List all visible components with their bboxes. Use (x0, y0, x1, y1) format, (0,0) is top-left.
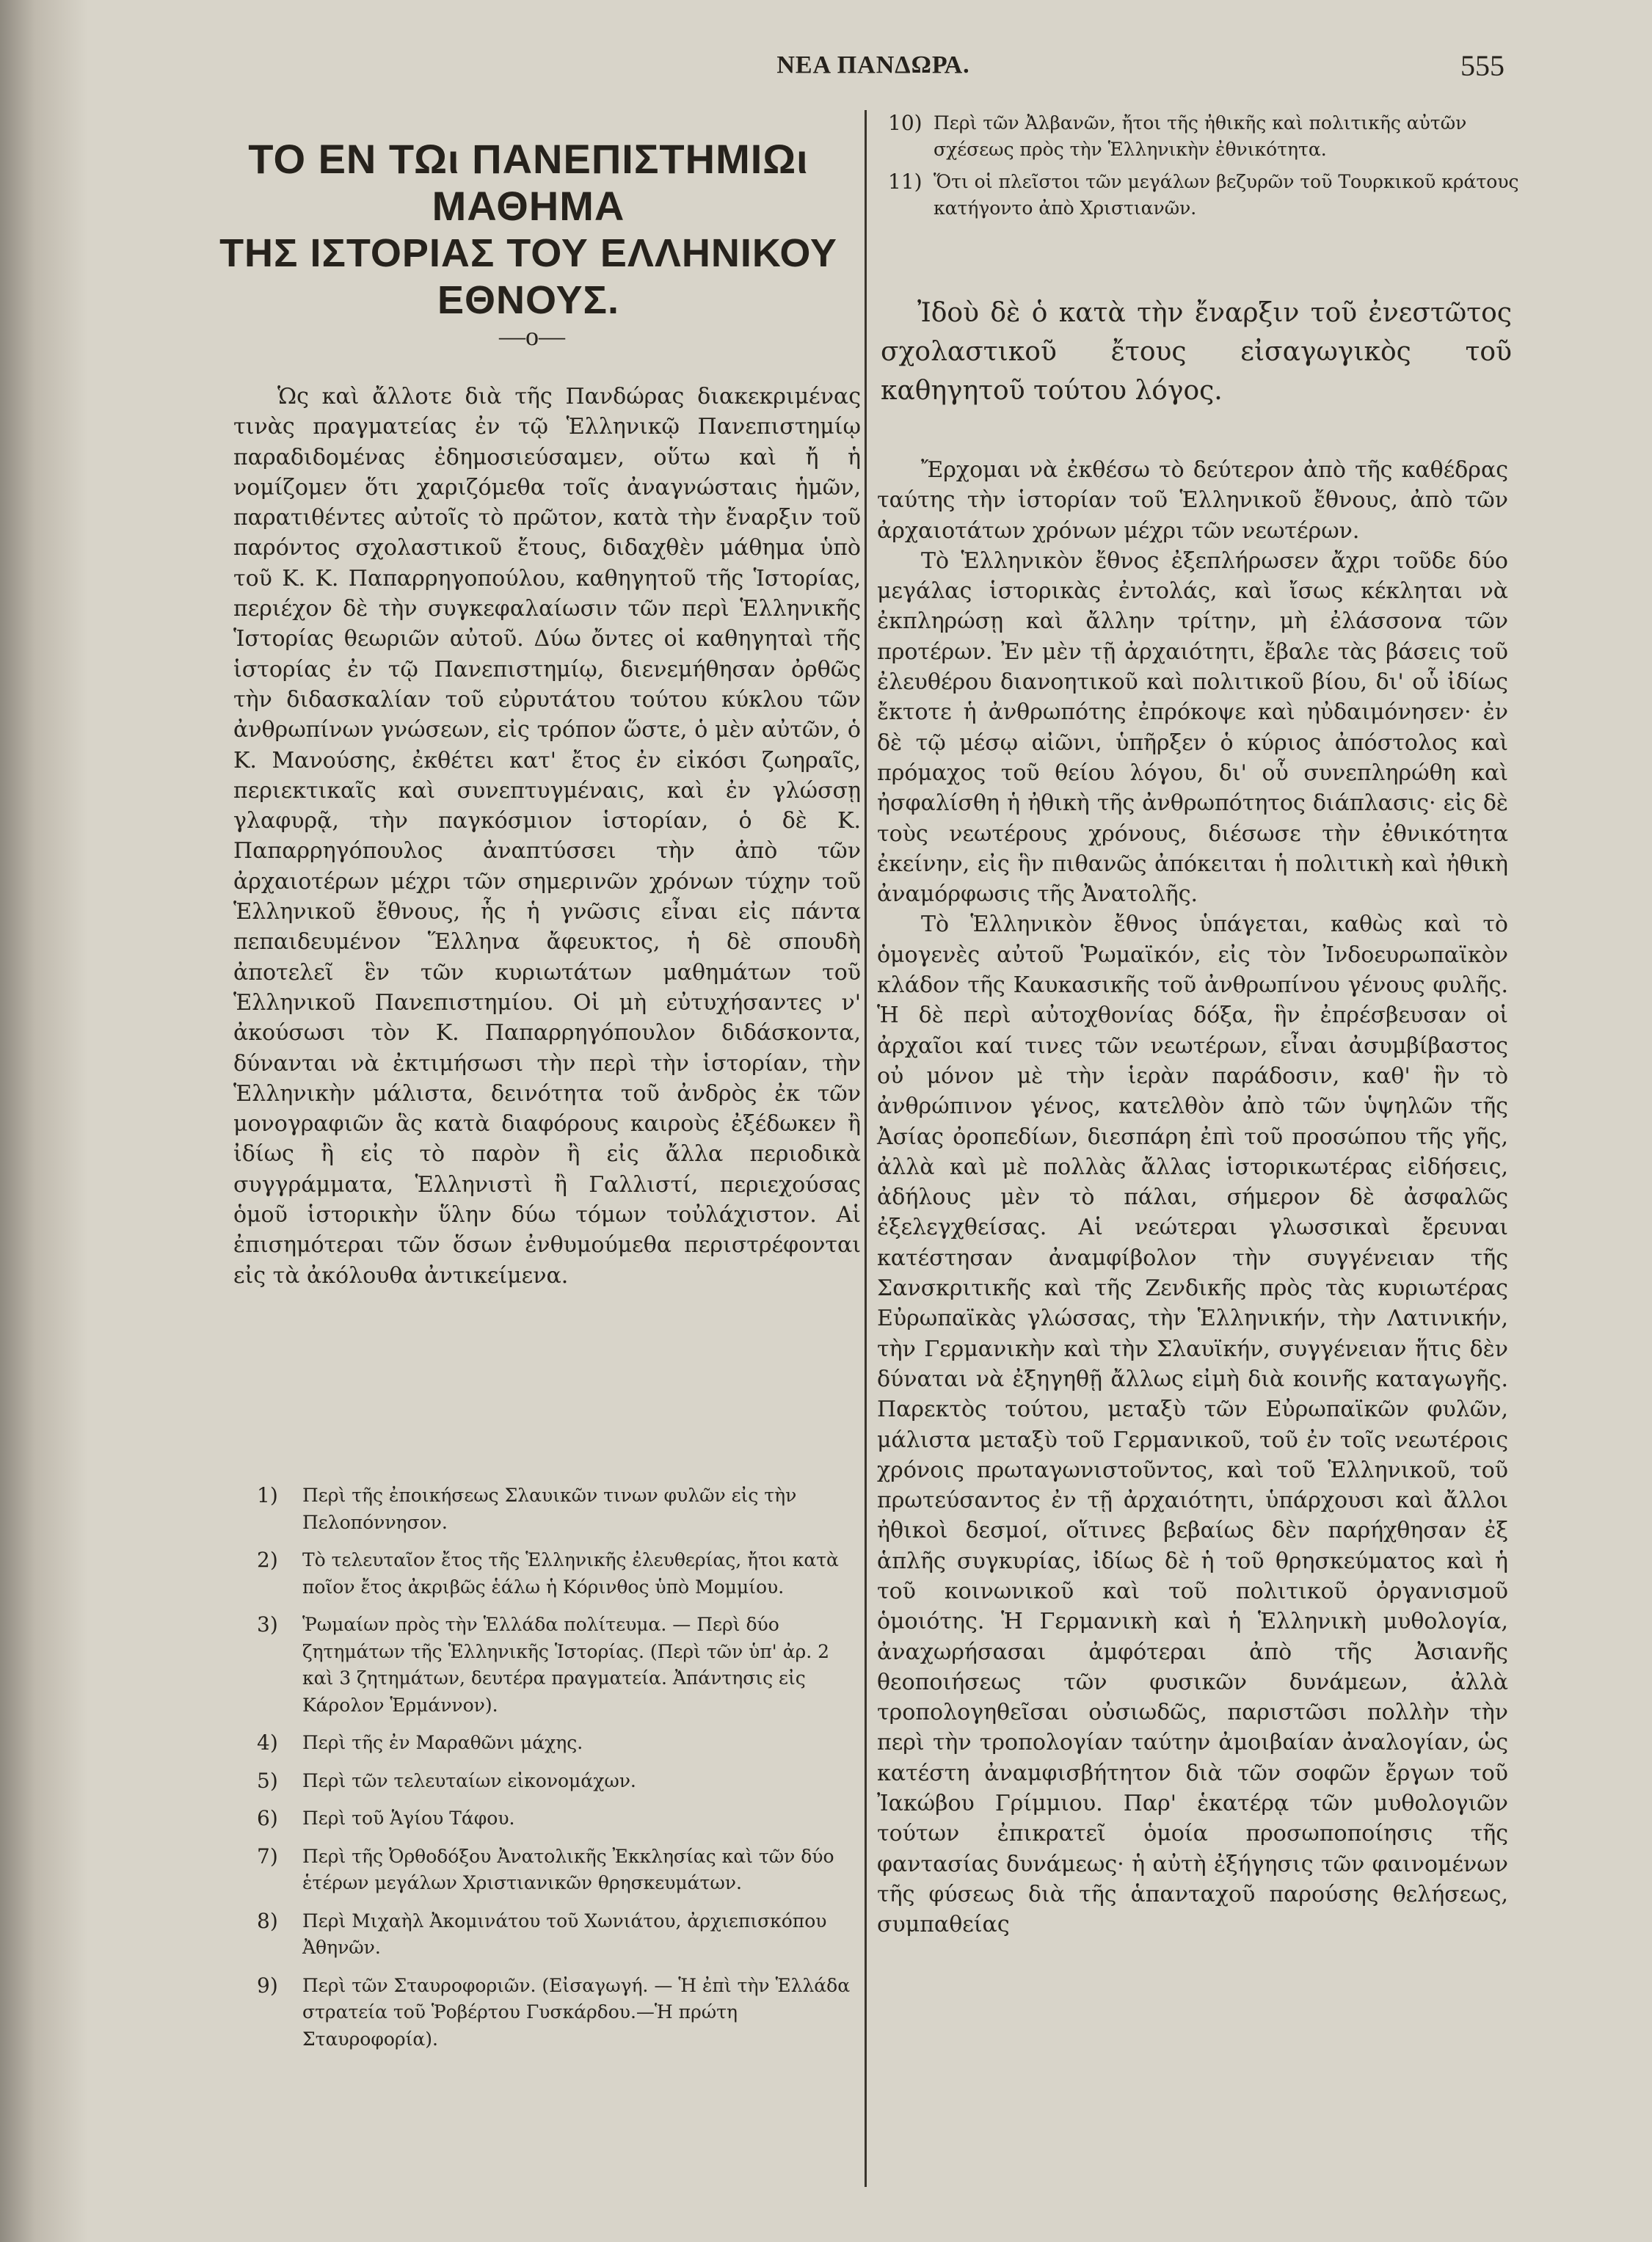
list-text: Ὅτι οἱ πλεῖστοι τῶν μεγάλων βεζυρῶν τοῦ Τουρκικοῦ κράτους κατήγοντο ἀπὸ Χριστιανῶν. (934, 171, 1519, 219)
topics-list (257, 1482, 866, 2064)
intro-paragraph: Ὡς καὶ ἄλλοτε διὰ τῆς Πανδώρας διακεκριμένας τινὰς πραγματείας ἐν τῷ Ἑλληνικῷ Πανεπιστημίῳ παραδιδομένας ἐδημοσιεύσαμεν, οὕτω καὶ ἤ ἡ νομίζομεν ὅτι χαριζόμεθα τοῖς ἀναγνώσταις ἡμῶν, παρατιθέντες αὐτοῖς τὸ πρῶτον, κατὰ τὴν ἔναρξιν τοῦ παρόντος σχολαστικοῦ ἔτους, διδαχθὲν μάθημα ὑπὸ τοῦ Κ. Κ. Παπαρρηγοπούλου, καθηγητοῦ τῆς Ἱστορίας, περιέχον δὲ τὴν συγκεφαλαίωσιν τῶν περὶ Ἑλληνικῆς Ἱστορίας θεωριῶν αὐτοῦ. Δύω ὄντες οἱ καθηγηταὶ τῆς ἱστορίας ἐν τῷ Πανεπιστημίῳ, διενεμήθησαν ὀρθῶς τὴν διδασκαλίαν τοῦ εὐρυτάτου τούτου κύκλου τῶν ἀνθρωπίνων γνώσεων, εἰς τρόπον ὥστε, ὁ μὲν αὐτῶν, ὁ Κ. Μανούσης, ἐκθέτει κατ' ἔτος ἐν εἰκόσι ζωηραῖς, περιεκτικαῖς καὶ συνεπτυγμέναις, καὶ ἐν γλώσσῃ γλαφυρᾷ, τὴν παγκόσμιον ἱστορίαν, ὁ δὲ Κ. Παπαρρηγόπουλος ἀναπτύσσει τὴν ἀπὸ τῶν ἀρχαιοτέρων μέχρι τῶν σημερινῶν χρόνων τύχην τοῦ Ἑλληνικοῦ ἔθνους, ἧς ἡ γνῶσις εἶναι εἰς πάντα πεπαιδευμένον Ἕλληνα ἄφευκτος, ἡ δὲ σπουδὴ ἀποτελεῖ ἓν τῶν κυριωτάτων μαθημάτων τοῦ Ἑλληνικοῦ Πανεπιστημίου. Οἱ μὴ εὐτυχήσαντες ν' ἀκούσωσι τὸν Κ. Παπαρρηγόπουλον διδάσκοντα, δύνανται νὰ ἐκτιμήσωσι τὴν περὶ τὴν ἱστορίαν, τὴν Ἑλληνικὴν μάλιστα, δεινότητα τοῦ ἀνδρὸς ἐκ τῶν μονογραφιῶν ἃς κατὰ διαφόρους καιροὺς ἐξέδωκεν ἢ ἰδίως ἢ εἰς τὸ παρὸν ἢ εἰς ἄλλα περιοδικὰ συγγράμματα, Ἑλληνιστὶ ἢ Γαλλιστί, περιεχούσας ὁμοῦ ἱστορικὴν ὕλην δύω τόμων τοὐλάχιστον. Αἱ ἐπισημότεραι τῶν ὅσων ἐνθυμούμεθα περιστρέφονται εἰς τὰ ἀκόλουθα ἀντικείμενα. (233, 384, 861, 1289)
list-item (257, 1768, 866, 1795)
list-item (257, 1908, 866, 1962)
list-text: Περὶ τῶν τελευταίων εἰκονομάχων. (302, 1769, 636, 1791)
list-text: Περὶ τῆς ἐποικήσεως Σλαυικῶν τινων φυλῶν εἰς τὴν Πελοπόννησον. (302, 1485, 797, 1533)
list-item (888, 110, 1519, 163)
lead-paragraph: Ἰδοὺ δὲ ὁ κατὰ τὴν ἔναρξιν τοῦ ἐνεστῶτος σχολαστικοῦ ἔτους εἰσαγωγικὸς τοῦ καθηγητοῦ τούτου λόγος. (881, 298, 1512, 406)
list-number: 5) (257, 1768, 278, 1793)
list-number: 7) (257, 1844, 278, 1868)
list-text: Περὶ τῆς Ὀρθοδόξου Ἀνατολικῆς Ἐκκλησίας καὶ τῶν δύο ἑτέρων μεγάλων Χριστιανικῶν θρησκευμάτων. (302, 1845, 834, 1893)
list-number: 8) (257, 1908, 278, 1933)
list-number: 6) (257, 1806, 278, 1830)
list-item (257, 1844, 866, 1897)
lecture-paragraph-2: Τὸ Ἑλληνικὸν ἔθνος ἐξεπλήρωσεν ἄχρι τοῦδε δύο μεγάλας ἱστορικὰς ἐντολάς, καὶ ἴσως κέκληται νὰ ἐκπληρώσῃ καὶ ἄλλην τρίτην, μὴ ἐλάσσονα τῶν προτέρων. Ἐν μὲν τῇ ἀρχαιότητι, ἔβαλε τὰς βάσεις τοῦ ἐλευθέρου διανοητικοῦ καὶ πολιτικοῦ βίου, δι' οὗ ἰδίως ἔκτοτε ἡ ἀνθρωπότης ἐπρόκοψε καὶ ηὐδαιμόνησεν· ἐν δὲ τῷ μέσῳ αἰῶνι, ὑπῆρξεν ὁ κύριος ἀπόστολος καὶ πρόμαχος τοῦ θείου λόγου, δι' οὗ συνεπληρώθη καὶ ἠσφαλίσθη ἡ ἠθικὴ τῆς ἀνθρωπότητος διάπλασις· εἰς δὲ τοὺς νεωτέρους χρόνους, διέσωσε τὴν ἐθνικότητα ἐκείνην, εἰς ἣν πιθανῶς ἀπόκειται ἡ πολιτικὴ καὶ ἠθικὴ ἀναμόρφωσις τῆς Ἀνατολῆς. (877, 547, 1508, 908)
list-text: Ῥωμαίων πρὸς τὴν Ἑλλάδα πολίτευμα. — Περὶ δύο ζητημάτων τῆς Ἑλληνικῆς Ἱστορίας. (Περὶ τῶν ὑπ' ἀρ. 2 καὶ 3 ζητημάτων, δευτέρα πραγματεία. Ἀπάντησις εἰς Κάρολον Ἑρμάννον). (302, 1614, 830, 1716)
list-number: 1) (257, 1483, 278, 1507)
list-text: Περὶ τῶν Ἀλβανῶν, ἤτοι τῆς ἠθικῆς καὶ πολιτικῆς αὐτῶν σχέσεως πρὸς τὴν Ἑλληνικὴν ἐθνικότητα. (934, 112, 1467, 160)
lecture-paragraph-3: Τὸ Ἑλληνικὸν ἔθνος ὑπάγεται, καθὼς καὶ τὸ ὁμογενὲς αὐτοῦ Ῥωμαϊκόν, εἰς τὸν Ἰνδοευρωπαϊκὸν κλάδον τῆς Καυκασικῆς τοῦ ἀνθρωπίνου γένους φυλῆς. Ἡ δὲ περὶ αὐτοχθονίας δόξα, ἣν ἐπρέσβευσαν οἱ ἀρχαῖοι καί τινες τῶν νεωτέρων, εἶναι ἀσυμβίβαστος οὐ μόνον μὲ τὴν ἱερὰν παράδοσιν, καθ' ἣν τὸ ἀνθρώπινον γένος, κατελθὸν ἀπὸ τῶν ὑψηλῶν τῆς Ἀσίας ὀροπεδίων, διεσπάρη ἐπὶ τοῦ προσώπου τῆς γῆς, ἀλλὰ καὶ μὲ πολλὰς ἄλλας ἱστορικωτέρας εἰδήσεις, ἀδήλους μὲν τὸ πάλαι, σήμερον δὲ ἀσφαλῶς ἐξελεγχθείσας. Αἱ νεώτεραι γλωσσικαὶ ἔρευναι κατέστησαν ἀναμφίβολον τὴν συγγένειαν τῆς Σανσκριτικῆς καὶ τῆς Ζενδικῆς πρὸς τὰς κυριωτέρας Εὐρωπαϊκὰς γλώσσας, τὴν Ἑλληνικήν, τὴν Λατινικήν, τὴν Γερμανικὴν καὶ τὴν Σλαυϊκήν, συγγένειαν ἥτις δὲν δύναται νὰ ἐξηγηθῇ ἄλλως εἰμὴ διὰ κοινῆς καταγωγῆς. Παρεκτὸς τούτου, μεταξὺ τῶν Εὐρωπαϊκῶν φυλῶν, μάλιστα μεταξὺ τοῦ Γερμανικοῦ, τοῦ ἐν τοῖς νεωτέροις χρόνοις πρωταγωνιστοῦντος, καὶ τοῦ Ἑλληνικοῦ, τοῦ πρωτεύσαντος ἐν τῇ ἀρχαιότητι, ὑπάρχουσι καὶ ἄλλοι ἠθικοὶ δεσμοί, οἵτινες βεβαίως δὲν παρήχθησαν ἐξ ἁπλῆς συγκυρίας, ἰδίως δὲ ἡ τοῦ θρησκεύματος καὶ ἡ τοῦ κοινωνικοῦ καὶ τοῦ πολιτικοῦ ὀργανισμοῦ ὁμοιότης. Ἡ Γερμανικὴ καὶ ἡ Ἑλληνικὴ μυθολογία, ἀναχωρήσασαι ἀμφότεραι ἀπὸ τῆς Ἀσιανῆς θεοποιήσεως τῶν φυσικῶν δυνάμεων, ἀλλὰ τροπολογηθεῖσαι οὐσιωδῶς, παριστῶσι πολλὴν τὴν περὶ τὴν τροπολογίαν ταύτην ἀμοιβαίαν ἀναλογίαν, ὡς κατέστη ἀναμφισβήτητον διὰ τῶν σοφῶν ἔργων τοῦ Ἰακώβου Γρίμμιου. Παρ' ἑκατέρᾳ τῶν μυθολογιῶν τούτων ἐπικρατεῖ ὁμοία προσωποποίησις τῆς φαντασίας δυνάμεως· ἡ αὐτὴ ἐξήγησις τῶν φαινομένων τῆς φύσεως διὰ τῆς ἁπανταχοῦ παρούσης θελήσεως, συμπαθείας (877, 911, 1508, 1938)
list-item (888, 169, 1519, 222)
lecture-paragraph-1: Ἔρχομαι νὰ ἐκθέσω τὸ δεύτερον ἀπὸ τῆς καθέδρας ταύτης τὴν ἱστορίαν τοῦ Ἑλληνικοῦ ἔθνους, ἀπὸ τῶν ἀρχαιοτάτων χρόνων μέχρι τῶν νεωτέρων. (877, 457, 1508, 544)
page-binding-shadow (0, 0, 88, 2242)
list-item (257, 1730, 866, 1757)
article-title-line-2: ΤΗΣ ΙΣΤΟΡΙΑΣ ΤΟΥ ΕΛΛΗΝΙΚΟΥ (219, 231, 837, 275)
list-text: Τὸ τελευταῖον ἔτος τῆς Ἑλληνικῆς ἐλευθερίας, ἤτοι κατὰ ποῖον ἔτος ἀκριβῶς ἑάλω ἡ Κόρινθος ὑπὸ Μομμίου. (302, 1549, 839, 1598)
list-item (257, 1805, 866, 1832)
list-text: Περὶ τῶν Σταυροφοριῶν. (Εἰσαγωγή. — Ἡ ἐπὶ τὴν Ἑλλάδα στρατεία τοῦ Ῥοβέρτου Γυσκάρδου.—Ἡ πρώτη Σταυροφορία). (302, 1974, 851, 2050)
article-title-line-1: ΤΟ ΕΝ ΤΩι ΠΑΝΕΠΙΣΤΗΜΙΩι ΜΑΘΗΜΑ (248, 136, 809, 229)
list-text: Περὶ τῆς ἐν Μαραθῶνι μάχης. (302, 1732, 583, 1753)
page-number: 555 (1460, 49, 1504, 82)
lecture-lead (881, 294, 1512, 410)
article-title (198, 136, 859, 324)
article-title-line-3: ΕΘΝΟΥΣ. (437, 278, 619, 322)
list-number: 11) (888, 170, 923, 194)
running-header: ΝΕΑ ΠΑΝΔΩΡΑ. (776, 51, 970, 79)
list-item (257, 1547, 866, 1601)
list-number: 4) (257, 1730, 278, 1755)
list-text: Περὶ Μιχαὴλ Ἀκομινάτου τοῦ Χωνιάτου, ἀρχιεπισκόπου Ἀθηνῶν. (302, 1910, 827, 1958)
list-item (257, 1482, 866, 1536)
list-number: 10) (888, 111, 923, 135)
topics-list-continued (888, 110, 1519, 228)
list-number: 2) (257, 1548, 278, 1572)
list-number: 9) (257, 1973, 278, 1998)
list-text: Περὶ τοῦ Ἁγίου Τάφου. (302, 1808, 515, 1829)
right-column (877, 455, 1508, 1940)
list-item (257, 1973, 866, 2053)
left-column (233, 382, 861, 1291)
list-number: 3) (257, 1612, 278, 1637)
list-item (257, 1612, 866, 1719)
title-ornament: —ο— (499, 321, 565, 351)
